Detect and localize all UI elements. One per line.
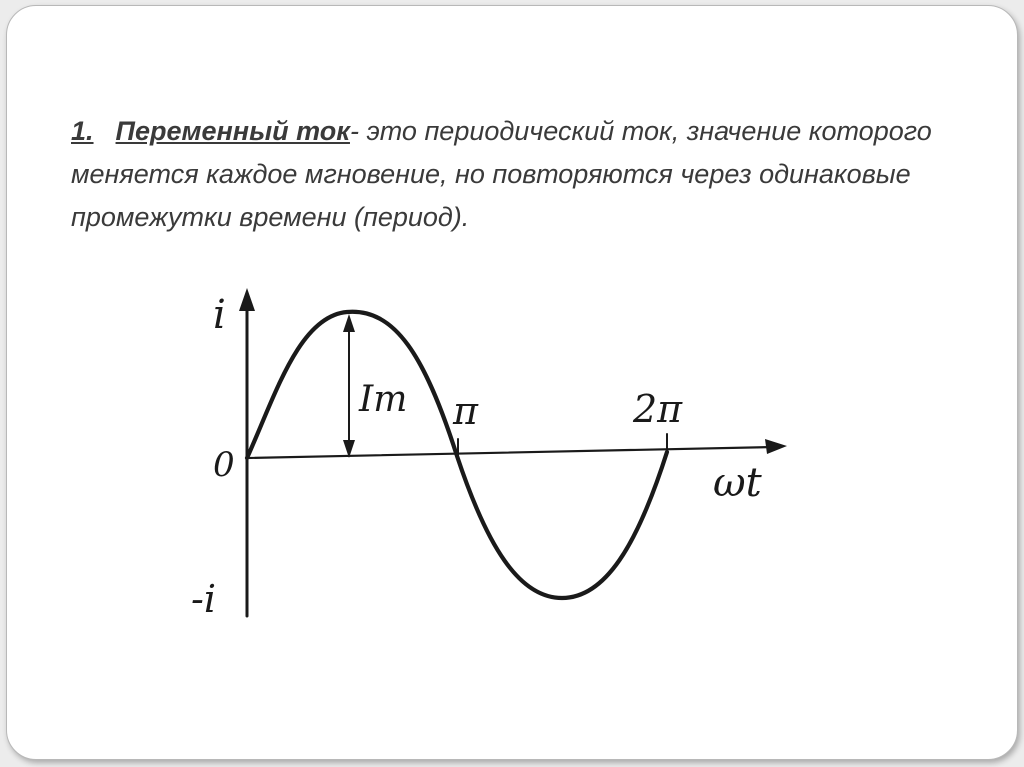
amplitude-label: Im [359,379,408,420]
two-pi-label: 2π [633,387,683,431]
definition-number: 1. [71,116,94,146]
definition-body: - это периодический ток, значение которого меняется каждое мгновение, но повторяются через одинаковые промежутки времени (период). [71,116,932,232]
origin-label: 0 [213,445,235,485]
x-axis-arrow [765,439,787,454]
sine-curve [247,312,667,598]
x-axis [247,447,775,458]
x-axis-label: ωt [713,460,762,506]
amplitude-arrow-top [343,314,355,332]
negative-axis-label: -i [191,577,216,621]
y-axis-arrow [239,288,255,311]
definition-term: Переменный ток [115,116,350,146]
pi-label: π [453,389,478,433]
slide [6,5,1018,760]
y-axis-label: i [213,292,226,338]
definition-text [71,110,971,239]
sine-wave-graph [187,276,807,636]
